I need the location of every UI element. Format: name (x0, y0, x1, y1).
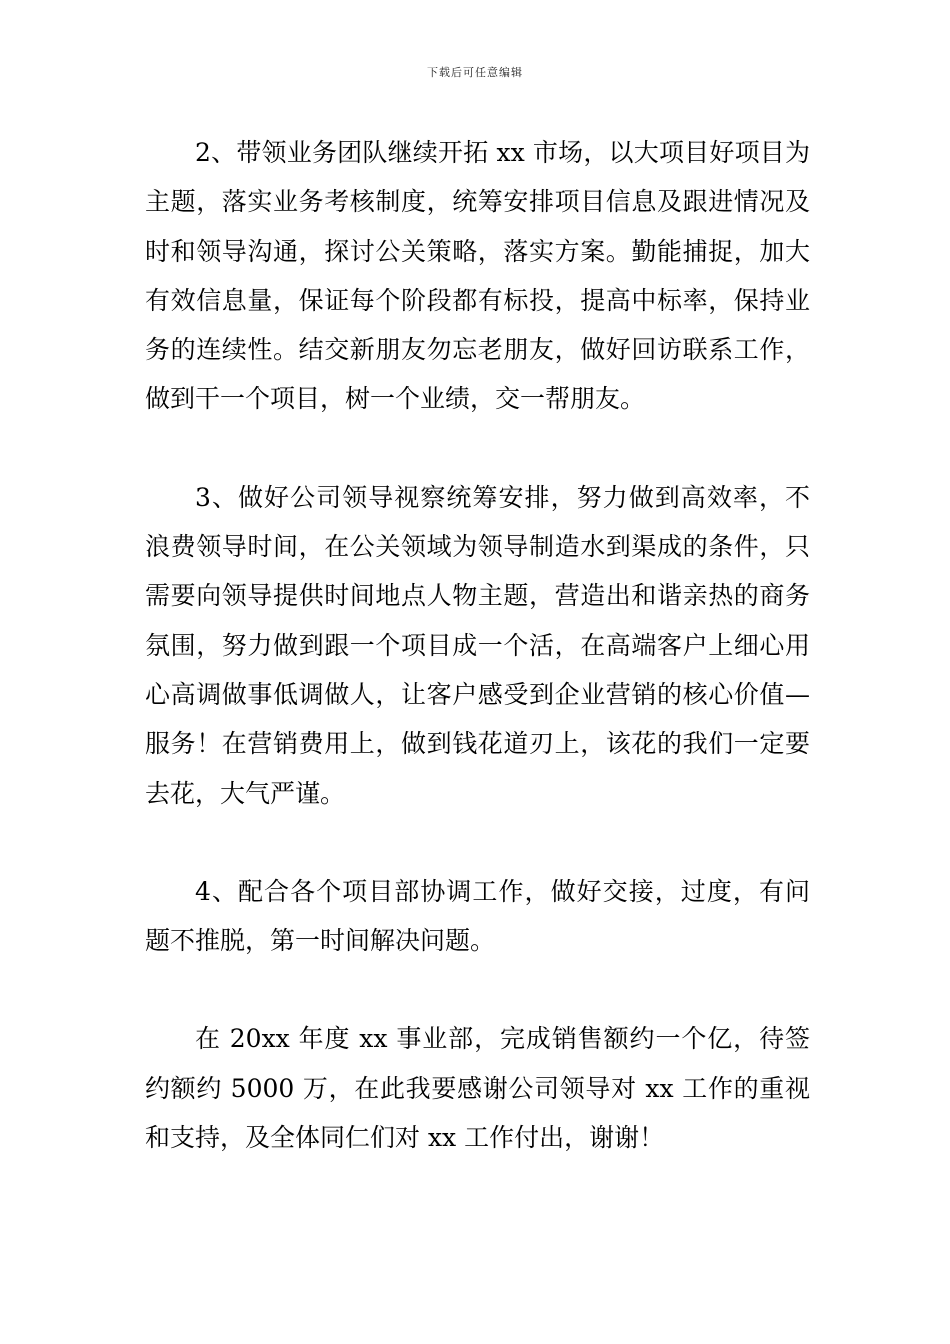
document-body (145, 128, 810, 1162)
page-header-note: 下载后可任意编辑 (427, 66, 523, 79)
paragraph-item-2: 2、带领业务团队继续开拓 xx 市场，以大项目好项目为主题，落实业务考核制度，统筹安排项目信息及跟进情况及时和领导沟通，探讨公关策略，落实方案。勤能捕捉，加大有效信息量，保证每个阶段都有标投，提高中标率，保持业务的连续性。结交新朋友勿忘老朋友，做好回访联系工作，做到干一个项目，树一个业绩，交一帮朋友。 (145, 138, 810, 414)
paragraph-item-4: 4、配合各个项目部协调工作，做好交接，过度，有问题不推脱，第一时间解决问题。 (145, 876, 810, 956)
closing-paragraph: 在 20xx 年度 xx 事业部，完成销售额约一个亿，待签约额约 5000 万，在此我要感谢公司领导对 xx 工作的重视和支持，及全体同仁们对 xx 工作付出，谢谢！ (145, 1024, 810, 1153)
paragraph-item-3: 3、做好公司领导视察统筹安排，努力做到高效率，不浪费领导时间，在公关领域为领导制造水到渠成的条件，只需要向领导提供时间地点人物主题，营造出和谐亲热的商务氛围，努力做到跟一个项目成一个活，在高端客户上细心用心高调做事低调做人，让客户感受到企业营销的核心价值—服务！在营销费用上，做到钱花道刃上，该花的我们一定要去花，大气严谨。 (145, 482, 810, 808)
